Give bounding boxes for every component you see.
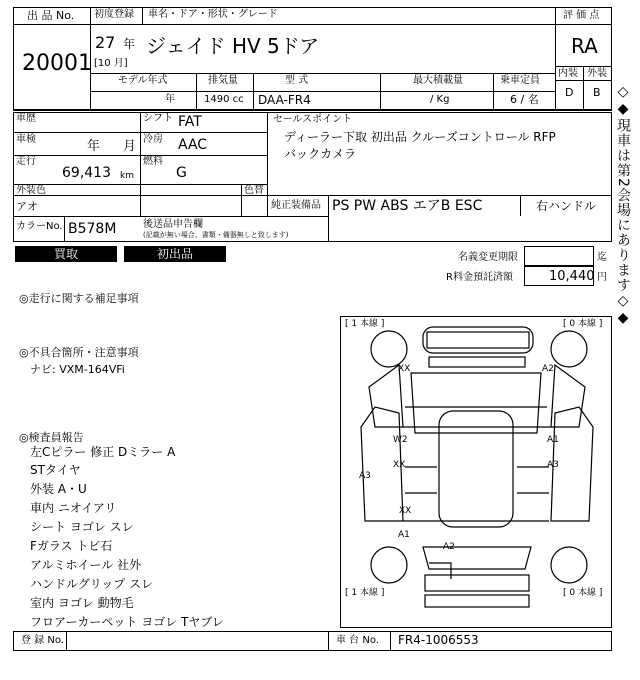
inspection-label: 車検 xyxy=(16,134,36,145)
shift-label: シフト xyxy=(143,113,173,124)
reg-no-label: 登 録 No. xyxy=(21,635,64,646)
damage-mark: XX xyxy=(398,364,411,374)
recycle-value: 10,440 xyxy=(549,269,595,284)
damage-mark: A1 xyxy=(398,530,410,540)
ext-color-label: 外装色 xyxy=(16,185,46,196)
inspector-line: アルミホイール 社外 xyxy=(30,558,142,572)
rear-docs-note: (記載が無い場合、書類・備器無しと致します) xyxy=(143,231,289,239)
inspector-line: 左Cピラー 修正 Dミラー A xyxy=(30,445,176,459)
driving-notes-label: ◎走行に関する補足事項 xyxy=(19,292,139,305)
lot-number-label: 出 品 No. xyxy=(27,9,75,22)
model-type-value: DAA-FR4 xyxy=(258,93,311,107)
steering-value: 右ハンドル xyxy=(536,199,597,213)
inspection-month: 月 xyxy=(123,139,137,154)
first-listing-badge: 初出品 xyxy=(124,246,226,262)
fuel-label: 燃料 xyxy=(143,156,163,167)
damage-mark: A3 xyxy=(547,460,559,470)
color-no-value: B578M xyxy=(68,221,117,237)
displacement-label: 排気量 xyxy=(208,75,238,86)
color-no-label: カラーNo. xyxy=(16,221,63,232)
damage-mark: A2 xyxy=(542,364,554,374)
inspector-line: Fガラス トビ石 xyxy=(30,539,113,553)
mileage-label: 走行 xyxy=(16,156,36,167)
max-load-label: 最大積載量 xyxy=(413,75,463,86)
fuel-value: G xyxy=(176,165,187,181)
diagram-tag-top-right: [ 0 本線 ] xyxy=(563,319,603,329)
model-type-label: 型 式 xyxy=(285,75,309,86)
inspector-line: STタイヤ xyxy=(30,463,81,477)
reg-month: [10 月] xyxy=(94,58,128,69)
displacement-value: 1490 cc xyxy=(204,94,244,105)
sales-point-line2: バックカメラ xyxy=(284,147,357,161)
reg-year-unit: 年 xyxy=(123,37,136,51)
first-reg-label: 初度登録 xyxy=(94,9,134,20)
inspector-line: 外装 A・U xyxy=(30,482,87,496)
grade-label: 評 価 点 xyxy=(563,10,600,21)
reg-year: 27 xyxy=(95,33,116,52)
mileage-unit: km xyxy=(120,171,134,181)
name-change-unit: 迄 xyxy=(597,252,607,263)
ac-value: AAC xyxy=(178,137,208,153)
car-name-label: 車名・ドア・形状・グレード xyxy=(148,9,278,20)
grade-value: RA xyxy=(571,34,598,58)
diagram-tag-bottom-left: [ 1 本線 ] xyxy=(345,588,385,598)
diagram-tag-top-left: [ 1 本線 ] xyxy=(345,319,385,329)
defects-line: ナビ: VXM-164VFi xyxy=(30,363,125,376)
chassis-label: 車 台 No. xyxy=(336,635,379,646)
shift-value: FAT xyxy=(178,114,202,130)
inspector-line: 室内 ヨゴレ 動物毛 xyxy=(30,596,134,610)
side-notice: ◇◆現車は第2会場にあります◇◆ xyxy=(615,84,631,327)
ac-label: 冷房 xyxy=(143,134,163,145)
damage-mark: A3 xyxy=(359,471,371,481)
color-change-label: 色替 xyxy=(244,185,264,196)
inspector-line: ハンドルグリップ スレ xyxy=(30,577,154,591)
ext-color-value: アオ xyxy=(16,200,38,213)
chassis-value: FR4-1006553 xyxy=(398,633,479,647)
rear-docs-label: 後送品申告欄 xyxy=(143,219,203,230)
defects-label: ◎不具合箇所・注意事項 xyxy=(19,346,139,359)
exterior-grade: B xyxy=(593,86,601,99)
equipment-label: 純正装備品 xyxy=(271,200,321,211)
footer-frame xyxy=(13,631,612,651)
damage-mark: A1 xyxy=(547,435,559,445)
inspector-line: シート ヨゴレ スレ xyxy=(30,520,134,534)
inspection-year: 年 xyxy=(87,139,101,154)
capacity-value: 6 / 名 xyxy=(510,93,539,106)
car-name: ジェイド HV 5ドア xyxy=(146,34,320,58)
interior-label: 内装 xyxy=(558,68,578,79)
exterior-label: 外装 xyxy=(587,68,607,79)
equipment-value: PS PW ABS エアB ESC xyxy=(332,198,483,214)
interior-grade: D xyxy=(565,86,574,99)
car-diagram xyxy=(340,316,612,628)
lot-number: 20001 xyxy=(22,51,92,76)
diagram-tag-bottom-right: [ 0 本線 ] xyxy=(563,588,603,598)
recycle-unit: 円 xyxy=(597,272,607,283)
buy-badge: 買取 xyxy=(15,246,117,262)
name-change-field xyxy=(524,246,594,266)
sales-point-line1: ディーラー下取 初出品 クルーズコントロール RFP xyxy=(284,130,556,144)
model-year-label: モデル年式 xyxy=(118,75,168,86)
inspector-line: 車内 ニオイアリ xyxy=(30,501,117,515)
inspector-line: フロアーカーペット ヨゴレ Tヤブレ xyxy=(30,615,224,629)
capacity-label: 乗車定員 xyxy=(500,75,540,86)
mileage-value: 69,413 xyxy=(62,165,111,181)
inspector-report-label: ◎検査員報告 xyxy=(19,431,84,444)
sales-point-label: セールスポイント xyxy=(273,114,353,125)
damage-mark: XX xyxy=(399,506,412,516)
recycle-label: R料金預託済額 xyxy=(446,272,513,283)
name-change-label: 名義変更期限 xyxy=(458,252,518,263)
damage-mark: XX xyxy=(393,460,406,470)
max-load-value: / Kg xyxy=(430,94,450,105)
damage-mark: W2 xyxy=(393,435,408,445)
damage-mark: A2 xyxy=(443,542,455,552)
model-year-unit: 年 xyxy=(165,94,175,105)
history-label: 車歴 xyxy=(16,113,36,124)
